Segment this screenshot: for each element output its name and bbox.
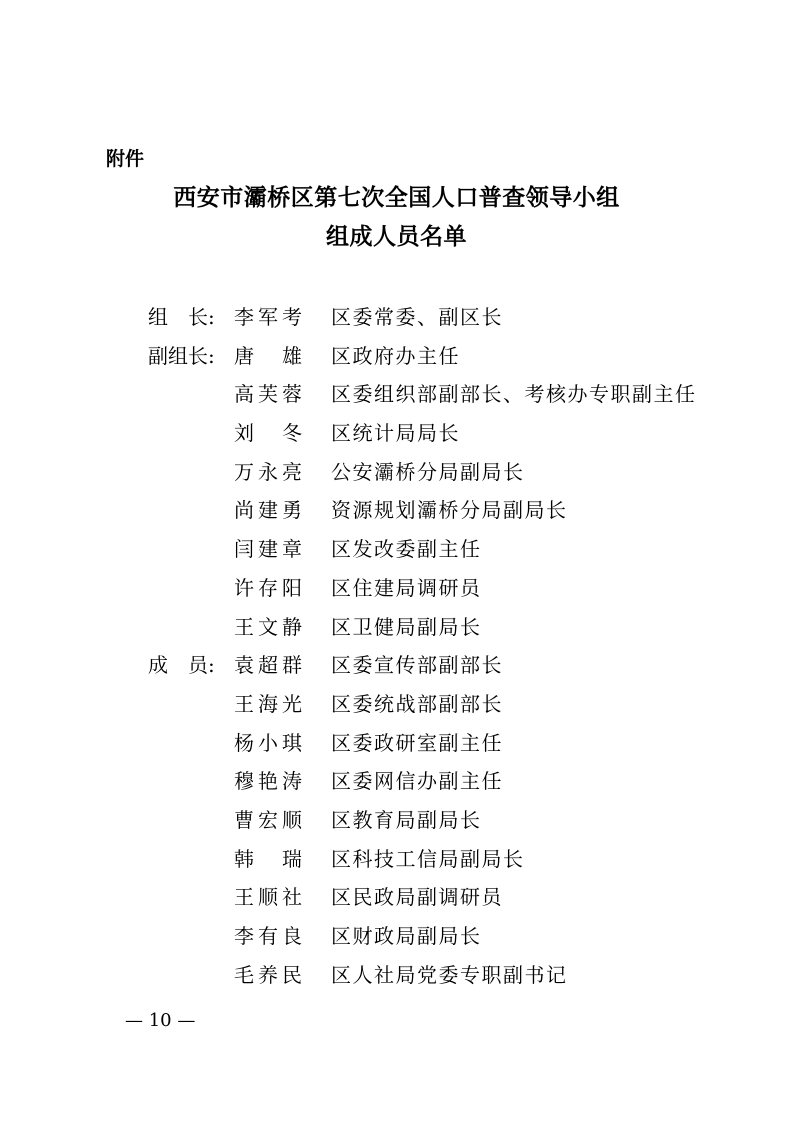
member-name: 李有良 bbox=[234, 924, 302, 948]
member-name: 许存阳 bbox=[234, 575, 302, 600]
member-position: 区科技工信局副局长 bbox=[331, 846, 525, 871]
roster-row bbox=[0, 608, 793, 647]
member-name: 王顺社 bbox=[234, 885, 302, 910]
member-role: 副组长: bbox=[148, 343, 215, 368]
member-name: 王海光 bbox=[234, 691, 302, 716]
page-number: — 10 — bbox=[125, 1010, 196, 1031]
member-position: 区发改委副主任 bbox=[331, 537, 482, 562]
member-position: 区财政局副局长 bbox=[331, 924, 482, 948]
member-position: 区民政局副调研员 bbox=[331, 885, 503, 910]
document-title-line-1: 西安市灞桥区第七次全国人口普查领导小组 bbox=[173, 184, 620, 211]
member-position: 区委组织部副部长、考核办专职副主任 bbox=[331, 382, 697, 407]
member-name: 尚建勇 bbox=[234, 498, 302, 523]
roster-row bbox=[0, 530, 793, 569]
member-name: 杨小琪 bbox=[234, 730, 302, 755]
roster-row bbox=[0, 337, 793, 376]
roster-row bbox=[0, 569, 793, 608]
member-name: 万永亮 bbox=[234, 459, 302, 484]
member-position: 区委常委、副区长 bbox=[331, 305, 503, 329]
member-name: 李军考 bbox=[234, 305, 302, 329]
member-name: 曹宏顺 bbox=[234, 807, 302, 832]
roster-row bbox=[0, 491, 793, 530]
roster-row bbox=[0, 453, 793, 492]
member-role: 组 长: bbox=[148, 305, 215, 329]
roster-row bbox=[0, 762, 793, 801]
member-name: 袁超群 bbox=[234, 653, 302, 678]
member-position: 公安灞桥分局副局长 bbox=[331, 459, 525, 484]
member-position: 区统计局局长 bbox=[331, 421, 460, 446]
roster-row bbox=[0, 298, 793, 337]
member-position: 区委网信办副主任 bbox=[331, 769, 503, 794]
member-position: 资源规划灞桥分局副局长 bbox=[331, 498, 568, 523]
roster-row bbox=[0, 917, 793, 956]
member-name: 闫建章 bbox=[234, 537, 302, 562]
document-title-line-2: 组成人员名单 bbox=[326, 223, 467, 250]
roster-row bbox=[0, 724, 793, 763]
member-position: 区住建局调研员 bbox=[331, 575, 482, 600]
roster-row bbox=[0, 801, 793, 840]
roster-row bbox=[0, 375, 793, 414]
member-position: 区政府办主任 bbox=[331, 343, 460, 368]
roster-row bbox=[0, 956, 793, 995]
member-roster bbox=[0, 298, 793, 994]
roster-row bbox=[0, 685, 793, 724]
member-role: 成 员: bbox=[148, 653, 215, 678]
member-position: 区卫健局副局长 bbox=[331, 614, 482, 639]
member-name: 王文静 bbox=[234, 614, 302, 639]
attachment-label: 附件 bbox=[106, 148, 145, 170]
member-position: 区委宣传部副部长 bbox=[331, 653, 503, 678]
member-position: 区委政研室副主任 bbox=[331, 730, 503, 755]
roster-row bbox=[0, 878, 793, 917]
member-name: 刘 冬 bbox=[234, 421, 302, 446]
member-name: 韩 瑞 bbox=[234, 846, 302, 871]
roster-row bbox=[0, 414, 793, 453]
member-position: 区委统战部副部长 bbox=[331, 691, 503, 716]
member-name: 毛养民 bbox=[234, 962, 302, 987]
roster-row bbox=[0, 646, 793, 685]
member-position: 区教育局副局长 bbox=[331, 807, 482, 832]
member-name: 高芙蓉 bbox=[234, 382, 302, 407]
roster-row bbox=[0, 840, 793, 879]
member-position: 区人社局党委专职副书记 bbox=[331, 962, 568, 987]
member-name: 穆艳涛 bbox=[234, 769, 302, 794]
member-name: 唐 雄 bbox=[234, 343, 302, 368]
